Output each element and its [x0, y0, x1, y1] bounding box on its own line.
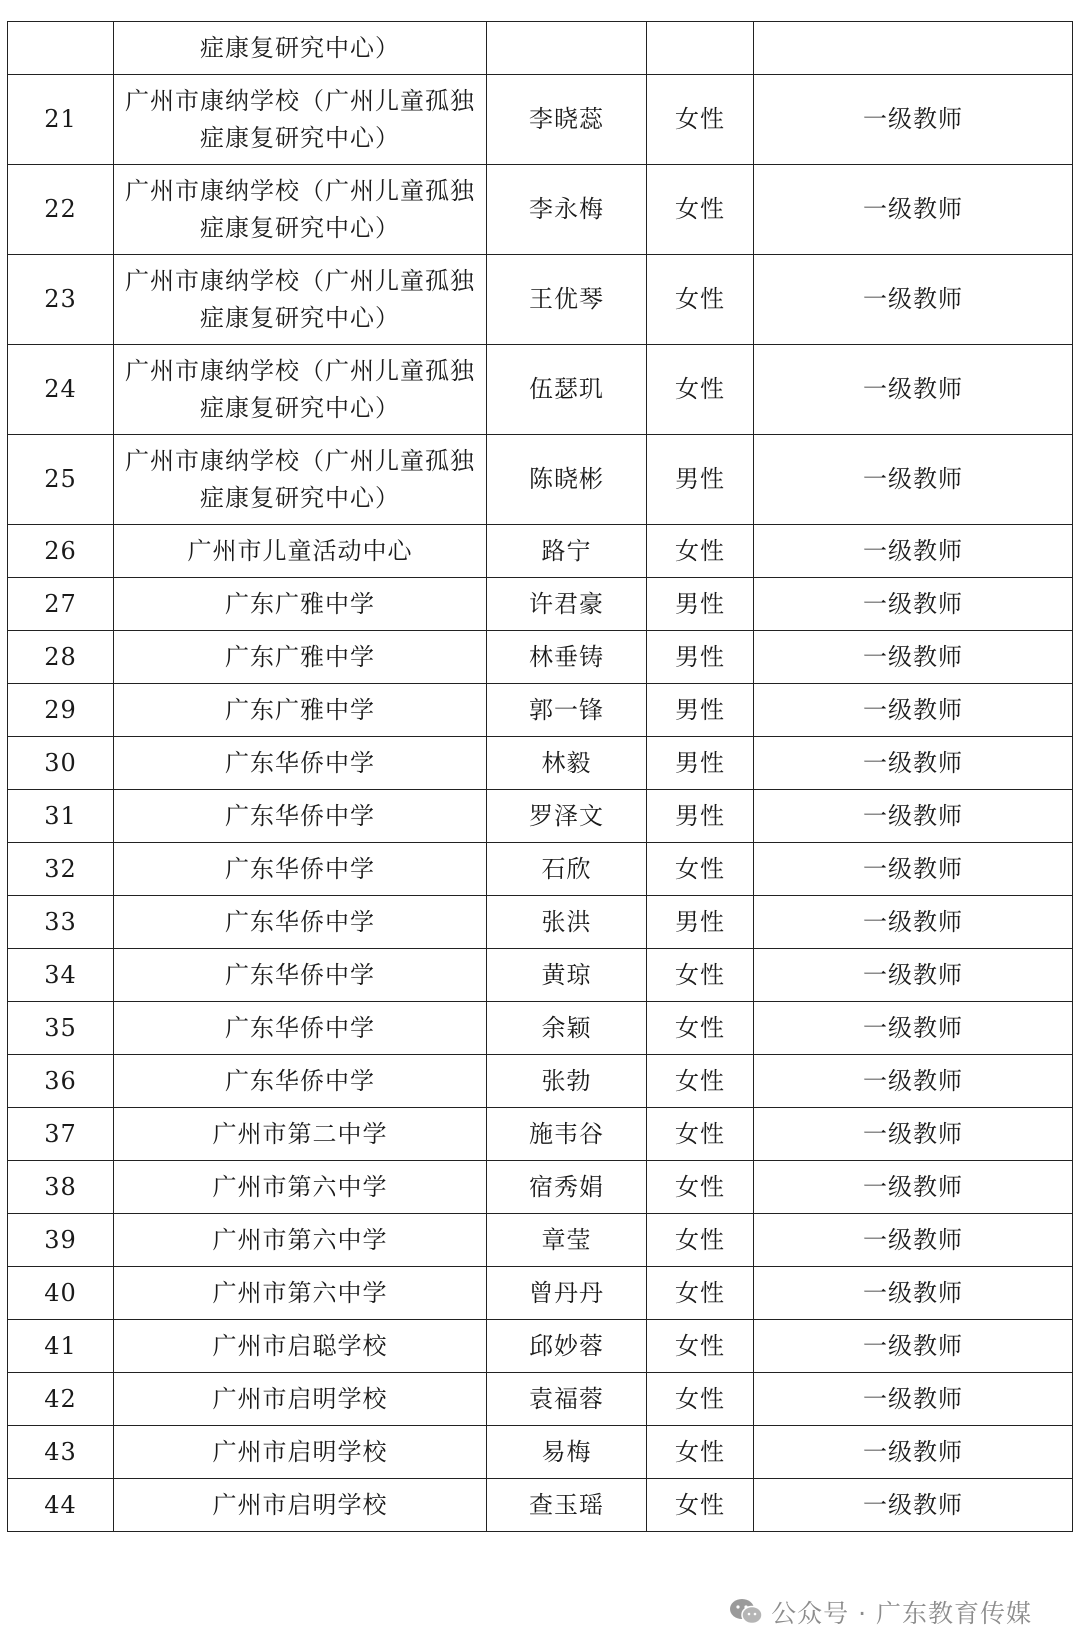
teacher-gender: 女性 — [647, 1108, 754, 1161]
school-name: 广州市第二中学 — [114, 1108, 487, 1161]
teacher-name: 石欣 — [487, 843, 647, 896]
teacher-title: 一级教师 — [754, 1002, 1073, 1055]
table-row — [8, 1479, 1073, 1532]
table-row — [8, 578, 1073, 631]
teacher-title: 一级教师 — [754, 75, 1073, 165]
school-name — [114, 75, 487, 165]
teacher-name: 张勃 — [487, 1055, 647, 1108]
row-number: 35 — [8, 1002, 114, 1055]
row-number: 41 — [8, 1320, 114, 1373]
teacher-gender: 女性 — [647, 75, 754, 165]
teacher-name: 章莹 — [487, 1214, 647, 1267]
school-name — [114, 345, 487, 435]
row-number: 24 — [8, 345, 114, 435]
teacher-gender: 女性 — [647, 949, 754, 1002]
school-name-line-1: 广州市康纳学校（广州儿童孤独 — [125, 86, 475, 115]
school-name-line-2: 症康复研究中心） — [200, 393, 400, 422]
teacher-gender: 男性 — [647, 578, 754, 631]
school-name: 广州市启明学校 — [114, 1479, 487, 1532]
teacher-name: 余颖 — [487, 1002, 647, 1055]
school-name: 症康复研究中心） — [114, 22, 487, 75]
teacher-gender: 女性 — [647, 1214, 754, 1267]
teacher-gender: 男性 — [647, 631, 754, 684]
teacher-title: 一级教师 — [754, 165, 1073, 255]
teacher-gender: 女性 — [647, 165, 754, 255]
teacher-gender: 女性 — [647, 1055, 754, 1108]
table-row — [8, 737, 1073, 790]
row-number: 27 — [8, 578, 114, 631]
teacher-name: 伍瑟玑 — [487, 345, 647, 435]
teacher-title: 一级教师 — [754, 345, 1073, 435]
teacher-name: 罗泽文 — [487, 790, 647, 843]
table-row — [8, 631, 1073, 684]
school-name-line-1: 广州市康纳学校（广州儿童孤独 — [125, 266, 475, 295]
row-number: 26 — [8, 525, 114, 578]
school-name: 广东广雅中学 — [114, 684, 487, 737]
teacher-title: 一级教师 — [754, 1214, 1073, 1267]
school-name: 广州市第六中学 — [114, 1214, 487, 1267]
table-row — [8, 1055, 1073, 1108]
teacher-gender: 女性 — [647, 345, 754, 435]
table-row — [8, 22, 1073, 75]
teacher-name: 袁福蓉 — [487, 1373, 647, 1426]
school-name-line-2: 症康复研究中心） — [200, 483, 400, 512]
table-row — [8, 896, 1073, 949]
teacher-gender: 女性 — [647, 1161, 754, 1214]
teacher-name: 许君豪 — [487, 578, 647, 631]
table-row — [8, 843, 1073, 896]
table-row — [8, 949, 1073, 1002]
teacher-title: 一级教师 — [754, 1267, 1073, 1320]
teacher-name: 王优琴 — [487, 255, 647, 345]
teacher-gender: 女性 — [647, 1267, 754, 1320]
teacher-gender: 女性 — [647, 1373, 754, 1426]
row-number: 33 — [8, 896, 114, 949]
table-row — [8, 1267, 1073, 1320]
table-row — [8, 1108, 1073, 1161]
account-watermark — [729, 1594, 1032, 1630]
teacher-title: 一级教师 — [754, 525, 1073, 578]
teacher-title: 一级教师 — [754, 896, 1073, 949]
teacher-title: 一级教师 — [754, 255, 1073, 345]
teacher-name: 林垂铸 — [487, 631, 647, 684]
teacher-name: 施韦谷 — [487, 1108, 647, 1161]
teacher-name: 黄琼 — [487, 949, 647, 1002]
table-row — [8, 1161, 1073, 1214]
school-name: 广州市第六中学 — [114, 1267, 487, 1320]
row-number: 29 — [8, 684, 114, 737]
teacher-name: 林毅 — [487, 737, 647, 790]
school-name: 广州市第六中学 — [114, 1161, 487, 1214]
teacher-title: 一级教师 — [754, 1479, 1073, 1532]
teacher-gender: 女性 — [647, 255, 754, 345]
row-number: 32 — [8, 843, 114, 896]
wechat-icon — [729, 1598, 763, 1626]
table-row — [8, 525, 1073, 578]
teacher-title: 一级教师 — [754, 578, 1073, 631]
teacher-name: 邱妙蓉 — [487, 1320, 647, 1373]
teacher-title: 一级教师 — [754, 1055, 1073, 1108]
teacher-gender: 男性 — [647, 790, 754, 843]
table-row — [8, 255, 1073, 345]
row-number: 25 — [8, 435, 114, 525]
school-name-line-1: 广州市康纳学校（广州儿童孤独 — [125, 176, 475, 205]
row-number: 40 — [8, 1267, 114, 1320]
row-number: 23 — [8, 255, 114, 345]
teacher-title: 一级教师 — [754, 737, 1073, 790]
teacher-title: 一级教师 — [754, 949, 1073, 1002]
teacher-gender: 女性 — [647, 1426, 754, 1479]
teacher-gender: 女性 — [647, 843, 754, 896]
teacher-title: 一级教师 — [754, 1426, 1073, 1479]
table-row — [8, 790, 1073, 843]
school-name-line-2: 症康复研究中心） — [200, 123, 400, 152]
row-number: 37 — [8, 1108, 114, 1161]
row-number: 44 — [8, 1479, 114, 1532]
school-name: 广州市启明学校 — [114, 1373, 487, 1426]
teacher-gender — [647, 22, 754, 75]
row-number: 30 — [8, 737, 114, 790]
table-row — [8, 1373, 1073, 1426]
watermark-text: 公众号 · 广东教育传媒 — [771, 1599, 1032, 1628]
teacher-title: 一级教师 — [754, 684, 1073, 737]
school-name: 广州市启聪学校 — [114, 1320, 487, 1373]
school-name: 广东华侨中学 — [114, 949, 487, 1002]
teacher-gender: 男性 — [647, 435, 754, 525]
school-name: 广州市儿童活动中心 — [114, 525, 487, 578]
teacher-name: 陈晓彬 — [487, 435, 647, 525]
teacher-name: 郭一锋 — [487, 684, 647, 737]
row-number: 31 — [8, 790, 114, 843]
teacher-name: 路宁 — [487, 525, 647, 578]
teacher-gender: 男性 — [647, 896, 754, 949]
teacher-title: 一级教师 — [754, 435, 1073, 525]
teacher-gender: 女性 — [647, 1479, 754, 1532]
row-number: 39 — [8, 1214, 114, 1267]
school-name-line-1: 广州市康纳学校（广州儿童孤独 — [125, 446, 475, 475]
row-number — [8, 22, 114, 75]
row-number: 43 — [8, 1426, 114, 1479]
teacher-name: 宿秀娟 — [487, 1161, 647, 1214]
teacher-title — [754, 22, 1073, 75]
row-number: 28 — [8, 631, 114, 684]
teacher-title: 一级教师 — [754, 1161, 1073, 1214]
teacher-title: 一级教师 — [754, 1320, 1073, 1373]
table-row — [8, 1214, 1073, 1267]
teacher-title: 一级教师 — [754, 1373, 1073, 1426]
school-name: 广东华侨中学 — [114, 843, 487, 896]
table-row — [8, 1320, 1073, 1373]
school-name: 广东广雅中学 — [114, 578, 487, 631]
table-row — [8, 1002, 1073, 1055]
row-number: 38 — [8, 1161, 114, 1214]
teacher-name: 曾丹丹 — [487, 1267, 647, 1320]
teacher-name: 张洪 — [487, 896, 647, 949]
teacher-name: 查玉瑶 — [487, 1479, 647, 1532]
school-name — [114, 255, 487, 345]
teacher-title: 一级教师 — [754, 843, 1073, 896]
teacher-name: 李晓蕊 — [487, 75, 647, 165]
teacher-gender: 男性 — [647, 737, 754, 790]
school-name: 广东华侨中学 — [114, 790, 487, 843]
teacher-title: 一级教师 — [754, 1108, 1073, 1161]
table-row — [8, 435, 1073, 525]
roster-body — [8, 22, 1073, 1532]
table-row — [8, 75, 1073, 165]
school-name — [114, 165, 487, 255]
school-name-line-1: 广州市康纳学校（广州儿童孤独 — [125, 356, 475, 385]
teacher-gender: 男性 — [647, 684, 754, 737]
school-name: 广东华侨中学 — [114, 1055, 487, 1108]
teacher-name — [487, 22, 647, 75]
school-name: 广东广雅中学 — [114, 631, 487, 684]
school-name: 广东华侨中学 — [114, 737, 487, 790]
teacher-title: 一级教师 — [754, 631, 1073, 684]
school-name: 广东华侨中学 — [114, 896, 487, 949]
row-number: 21 — [8, 75, 114, 165]
table-row — [8, 684, 1073, 737]
school-name — [114, 435, 487, 525]
teacher-gender: 女性 — [647, 1320, 754, 1373]
teacher-gender: 女性 — [647, 1002, 754, 1055]
teacher-name: 李永梅 — [487, 165, 647, 255]
school-name: 广东华侨中学 — [114, 1002, 487, 1055]
table-row — [8, 165, 1073, 255]
teacher-name: 易梅 — [487, 1426, 647, 1479]
row-number: 34 — [8, 949, 114, 1002]
row-number: 42 — [8, 1373, 114, 1426]
teacher-title: 一级教师 — [754, 790, 1073, 843]
table-row — [8, 1426, 1073, 1479]
table-row — [8, 345, 1073, 435]
teacher-gender: 女性 — [647, 525, 754, 578]
row-number: 22 — [8, 165, 114, 255]
row-number: 36 — [8, 1055, 114, 1108]
school-name: 广州市启明学校 — [114, 1426, 487, 1479]
school-name-line-2: 症康复研究中心） — [200, 213, 400, 242]
school-name-line-2: 症康复研究中心） — [200, 303, 400, 332]
teacher-roster-table — [7, 21, 1073, 1532]
